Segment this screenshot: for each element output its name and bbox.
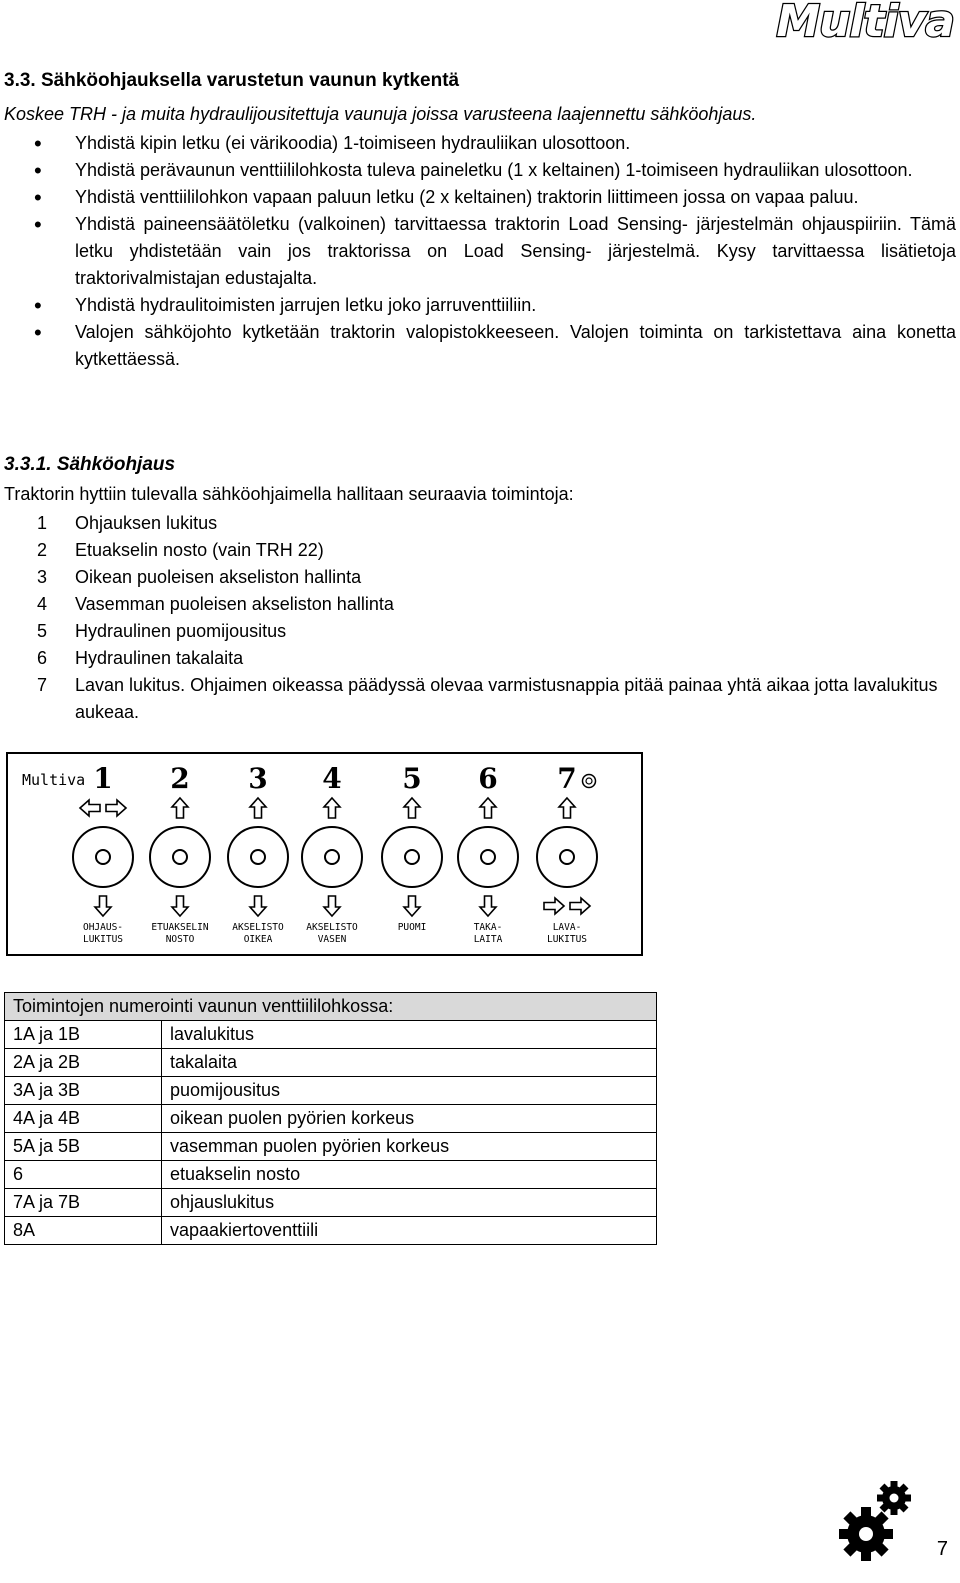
table-row (5, 1077, 657, 1105)
arrow-down-icon (172, 896, 188, 916)
table-cell: 3A ja 3B (5, 1077, 162, 1105)
function-number: 7 (37, 675, 48, 695)
function-text: Ohjauksen lukitus (75, 513, 218, 533)
list-item: • Yhdistä paineensäätöletku (valkoinen) tarvittaessa traktorin Load Sensing- järjestelmän ohjauspiiriin. Tämä letku yhdistetään vain jos traktorissa on Load Sensing- järjestelmä. Kysy tarvittaessa lisätietoja traktorivalmistajan edustajalta. (0, 211, 956, 292)
toggle-switch-center (96, 850, 110, 864)
function-text: Oikean puoleisen akseliston hallinta (75, 567, 362, 587)
toggle-switch-ring (228, 827, 288, 887)
switch-label-line1: PUOMI (397, 922, 427, 933)
panel-switch-2 (150, 762, 210, 945)
arrow-down-icon (480, 896, 496, 916)
toggle-switch-center (560, 850, 574, 864)
table-cell: 1A ja 1B (5, 1021, 162, 1049)
switch-number: 2 (170, 762, 190, 795)
list-item (0, 564, 956, 591)
toggle-switch-ring (150, 827, 210, 887)
toggle-switch-center (405, 850, 419, 864)
switch-label-line1: OHJAUS- (82, 922, 124, 933)
list-item: • Valojen sähköjohto kytketään traktorin valopistokkeeseen. Valojen toiminta on tarkistettava aina konetta kytkettäessä. (0, 319, 956, 373)
arrow-up-icon (480, 798, 496, 818)
table-cell: ohjauslukitus (162, 1189, 657, 1217)
toggle-switch-ring (382, 827, 442, 887)
arrow-right-icon (106, 800, 126, 816)
function-text: Lavan lukitus. Ohjaimen oikeassa päädyssä olevaa varmistusnappia pitää painaa yhtä aikaa jotta lavalukitus aukeaa. (75, 675, 938, 722)
list-item (0, 618, 956, 645)
list-item (0, 645, 956, 672)
section-intro: Koskee TRH - ja muita hydraulijousitettuja vaunuja joissa varusteena laajennettu sähköohjaus. (4, 104, 757, 124)
arrow-right-icon (544, 898, 564, 914)
list-item (0, 672, 956, 726)
list-item (0, 510, 956, 537)
function-number: 1 (37, 513, 48, 533)
table-row (5, 1217, 657, 1245)
function-number: 3 (37, 567, 48, 587)
function-text: Hydraulinen puomijousitus (75, 621, 287, 641)
arrow-left-icon (80, 800, 100, 816)
function-text: Vasemman puoleisen akseliston hallinta (75, 594, 394, 614)
table-row (5, 1021, 657, 1049)
panel-switch-3 (228, 762, 288, 945)
switch-label-line1: LAVA- (552, 922, 582, 933)
arrow-up-icon (559, 798, 575, 818)
switch-label-line2: NOSTO (165, 934, 195, 945)
valve-numbering-table (4, 992, 657, 1245)
toggle-switch-center (251, 850, 265, 864)
table-row (5, 1105, 657, 1133)
toggle-switch-ring (458, 827, 518, 887)
switch-number: 6 (478, 762, 498, 795)
function-text: Hydraulinen takalaita (75, 648, 244, 668)
panel-switch-1 (73, 762, 133, 945)
toggle-switch-ring (73, 827, 133, 887)
list-item: • Yhdistä hydraulitoimisten jarrujen letku joko jarruventtiiliin. (0, 292, 956, 319)
panel-switch-7 (537, 762, 597, 945)
subsection-title: 3.3.1. Sähköohjaus (4, 454, 176, 475)
switch-number: 3 (248, 762, 268, 795)
list-item (0, 537, 956, 564)
list-item (0, 591, 956, 618)
table-cell: 7A ja 7B (5, 1189, 162, 1217)
toggle-switch-center (481, 850, 495, 864)
toggle-switch-center (173, 850, 187, 864)
switch-label-line1: AKSELISTO (232, 922, 284, 933)
switch-label-line1: ETUAKSELIN (151, 922, 209, 933)
function-number: 5 (37, 621, 48, 641)
switch-number: 7 (557, 762, 577, 795)
table-row (5, 1049, 657, 1077)
switch-label-line1: TAKA- (473, 922, 503, 933)
arrow-up-icon (250, 798, 266, 818)
arrow-up-icon (324, 798, 340, 818)
list-item: • Yhdistä perävaunun venttiililohkosta tuleva paineletku (1 x keltainen) 1-toimiseen hydrauliikan ulosottoon. (0, 157, 956, 184)
list-item: • Yhdistä venttiililohkon vapaan paluun letku (2 x keltainen) traktorin liittimeen jossa on vapaa paluu. (0, 184, 956, 211)
control-panel-svg (8, 754, 641, 954)
control-panel-diagram (6, 752, 643, 956)
arrow-down-icon (95, 896, 111, 916)
switch-number: 4 (322, 762, 342, 795)
table-cell: vasemman puolen pyörien korkeus (162, 1133, 657, 1161)
toggle-switch-center (325, 850, 339, 864)
arrow-right-icon (570, 898, 590, 914)
table-cell: etuakselin nosto (162, 1161, 657, 1189)
table-row (5, 1189, 657, 1217)
switch-label-line2: LUKITUS (82, 934, 124, 945)
arrow-down-icon (324, 896, 340, 916)
table-cell: 6 (5, 1161, 162, 1189)
arrow-up-icon (404, 798, 420, 818)
switch-number: 1 (93, 762, 113, 795)
table-cell: 4A ja 4B (5, 1105, 162, 1133)
subsection-lead: Traktorin hyttiin tulevalla sähköohjaimella hallitaan seuraavia toimintoja: (4, 484, 574, 504)
table-cell: oikean puolen pyörien korkeus (162, 1105, 657, 1133)
gear-icon (836, 1478, 916, 1564)
switch-label-line2: LUKITUS (546, 934, 588, 945)
function-number: 4 (37, 594, 48, 614)
switch-number: 5 (402, 762, 422, 795)
table-cell: takalaita (162, 1049, 657, 1077)
table-header: Toimintojen numerointi vaunun venttiililohkossa: (5, 993, 657, 1021)
arrow-up-icon (172, 798, 188, 818)
switch-label-line2: VASEN (317, 934, 347, 945)
table-header-row (5, 993, 657, 1021)
connection-steps-list (0, 130, 956, 373)
table-row (5, 1133, 657, 1161)
panel-switch-5 (382, 762, 442, 933)
arrow-down-icon (404, 896, 420, 916)
switch-label-line2: OIKEA (243, 934, 273, 945)
table-cell: lavalukitus (162, 1021, 657, 1049)
table-cell: 2A ja 2B (5, 1049, 162, 1077)
table-row (5, 1161, 657, 1189)
function-number: 6 (37, 648, 48, 668)
multiva-logo: Multiva (776, 0, 954, 47)
function-number: 2 (37, 540, 48, 560)
page-number: 7 (936, 1538, 948, 1560)
panel-brand: Multiva (22, 771, 86, 789)
table-cell: 5A ja 5B (5, 1133, 162, 1161)
list-item: • Yhdistä kipin letku (ei värikoodia) 1-toimiseen hydrauliikan ulosottoon. (0, 130, 956, 157)
table-cell: vapaakiertoventtiili (162, 1217, 657, 1245)
arrow-down-icon (250, 896, 266, 916)
section-title: 3.3. Sähköohjauksella varustetun vaunun kytkentä (4, 70, 460, 91)
safety-button-icon (583, 775, 596, 788)
toggle-switch-ring (302, 827, 362, 887)
panel-switch-6 (458, 762, 518, 945)
table-cell: 8A (5, 1217, 162, 1245)
switch-label-line2: LAITA (473, 934, 503, 945)
toggle-switch-ring (537, 827, 597, 887)
table-cell: puomijousitus (162, 1077, 657, 1105)
safety-button-inner (586, 778, 592, 784)
panel-switch-4 (302, 762, 362, 945)
function-list (0, 510, 956, 726)
switch-label-line1: AKSELISTO (306, 922, 358, 933)
function-text: Etuakselin nosto (vain TRH 22) (75, 540, 324, 560)
